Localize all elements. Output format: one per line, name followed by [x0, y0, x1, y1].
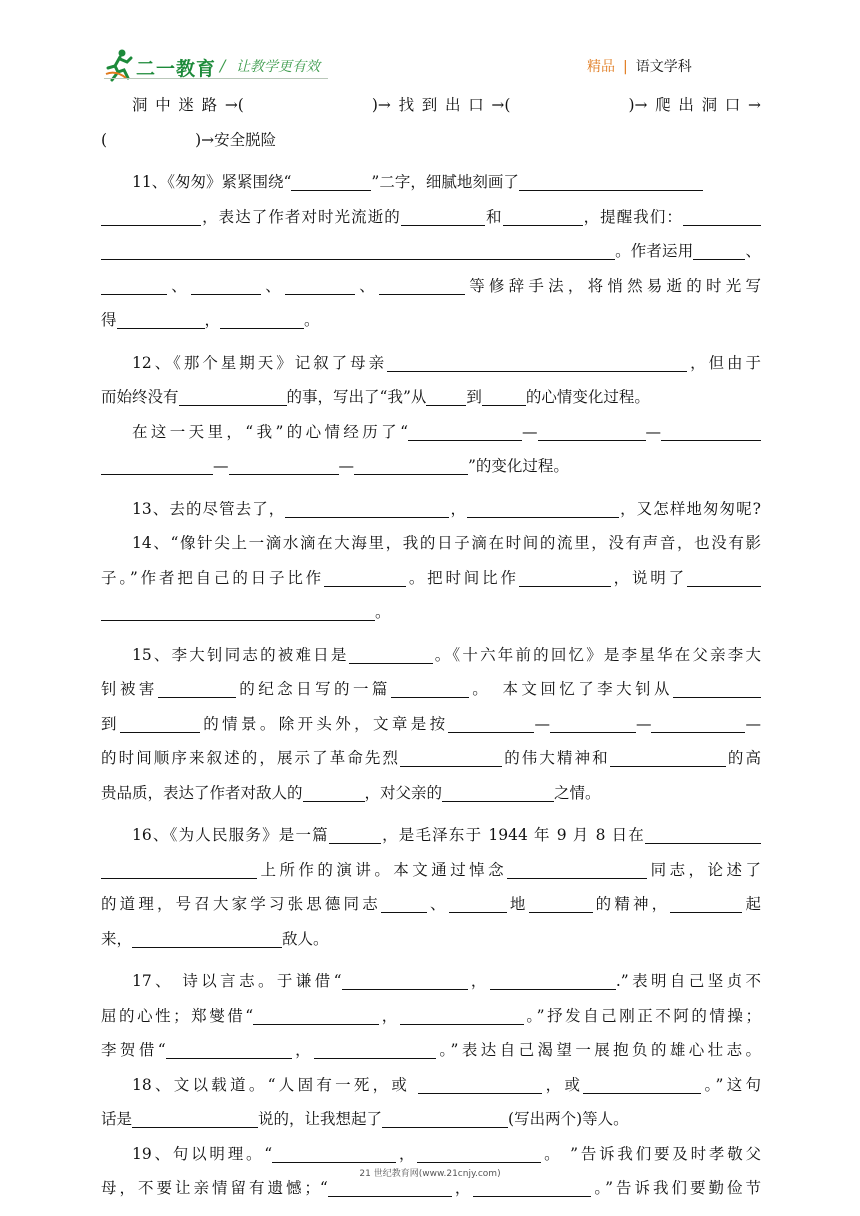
blank[interactable] — [391, 677, 469, 698]
blank[interactable] — [645, 823, 761, 844]
text-line: 。 — [101, 595, 761, 630]
text-line: ( )→安全脱险 — [101, 130, 277, 149]
page-header — [0, 0, 860, 86]
blank[interactable] — [426, 385, 466, 406]
blank[interactable] — [401, 205, 485, 226]
blank[interactable] — [101, 274, 167, 295]
logo-name: 二一教育 — [136, 58, 217, 80]
blank[interactable] — [244, 94, 372, 114]
blank[interactable] — [349, 643, 433, 664]
blank[interactable] — [191, 274, 261, 295]
blank[interactable] — [418, 1073, 542, 1094]
blank[interactable] — [490, 969, 616, 990]
text-line: 15、李大钊同志的被难日是 。《十六年前的回忆》是李星华在父亲李大 — [101, 638, 761, 673]
blank[interactable] — [519, 566, 611, 587]
blank[interactable] — [381, 892, 427, 913]
text-line: 子。”作者把自己的日子比作 。把时间比作 ，说明了 — [101, 561, 761, 596]
header-rule — [104, 78, 328, 79]
page-footer: 21 世纪教育网(www.21cnjy.com) — [359, 1169, 501, 1179]
blank[interactable] — [519, 170, 703, 191]
blank[interactable] — [507, 858, 647, 879]
blank[interactable] — [538, 420, 646, 441]
blank[interactable] — [408, 420, 522, 441]
blank[interactable] — [550, 712, 636, 733]
blank[interactable] — [610, 746, 726, 767]
text-line: 上所作的演讲。本文通过悼念 同志，论述了 — [101, 853, 761, 888]
text-line: 14、“像针尖上一滴水滴在大海里，我的日子滴在时间的流里，没有声音，也没有影 — [132, 534, 761, 552]
logo-separator: / — [220, 56, 226, 75]
blank[interactable] — [417, 1142, 541, 1163]
text-line: 19、句以明理。“ ， 。 ”告诉我们要及时孝敬父 — [101, 1137, 761, 1172]
blank[interactable] — [673, 677, 761, 698]
text-line: 的道理，号召大家学习张思德同志 、 地 的精神， 起 — [101, 887, 761, 922]
blank[interactable] — [272, 1142, 396, 1163]
blank[interactable] — [101, 239, 615, 260]
blank[interactable] — [101, 858, 257, 879]
text-line: 17、 诗以言志。于谦借“ ， .”表明自己坚贞不 — [101, 964, 761, 999]
text-line: 屈的心性；郑燮借“ ， 。”抒发自己刚正不阿的情操； — [101, 999, 761, 1034]
header-tags — [587, 56, 692, 76]
blank[interactable] — [101, 600, 375, 621]
text-line: 话是 说的，让我想起了 (写出两个)等人。 — [101, 1102, 761, 1137]
text-line: 李贺借“ ， 。”表达自己渴望一展抱负的雄心壮志。 — [101, 1033, 761, 1068]
blank[interactable] — [107, 129, 195, 149]
text-line: 13、去的尽管去了， ， ，又怎样地匆匆呢? — [101, 492, 761, 527]
text-line: 18、文以载道。“人固有一死，或 ，或 。”这句 — [101, 1068, 761, 1103]
blank[interactable] — [687, 566, 761, 587]
blank[interactable] — [379, 274, 465, 295]
blank[interactable] — [253, 1004, 379, 1025]
subject-tag: 语文学科 — [635, 59, 692, 75]
blank[interactable] — [529, 892, 593, 913]
text-line: 来， 敌人。 — [101, 922, 761, 957]
blank[interactable] — [291, 170, 371, 191]
blank[interactable] — [101, 205, 201, 226]
blank[interactable] — [503, 205, 583, 226]
blank[interactable] — [382, 1107, 508, 1128]
blank[interactable] — [342, 969, 468, 990]
blank[interactable] — [303, 781, 365, 802]
blank[interactable] — [166, 1038, 292, 1059]
blank[interactable] — [473, 1176, 591, 1197]
blank[interactable] — [285, 497, 449, 518]
blank[interactable] — [285, 274, 355, 295]
blank[interactable] — [324, 566, 406, 587]
blank[interactable] — [467, 497, 619, 518]
running-man-logo-icon — [104, 48, 134, 82]
text-line: 得 ， 。 — [101, 303, 761, 338]
blank[interactable] — [117, 308, 205, 329]
blank[interactable] — [693, 239, 745, 260]
text-line: — — ”的变化过程。 — [101, 449, 761, 484]
logo-slogan: 让教学更有效 — [236, 59, 320, 75]
text-line: 、 、 、 等修辞手法，将悄然易逝的时光写 — [101, 269, 761, 304]
blank[interactable] — [670, 892, 742, 913]
blank[interactable] — [400, 746, 502, 767]
blank[interactable] — [482, 385, 526, 406]
blank[interactable] — [328, 1176, 452, 1197]
blank[interactable] — [583, 1073, 701, 1094]
text-line: 到 的情景。除开头外，文章是按 — — — — [101, 707, 761, 742]
text-line: 在这一天里，“我”的心情经历了“ — — — [101, 415, 761, 450]
blank[interactable] — [101, 454, 213, 475]
blank[interactable] — [683, 205, 761, 226]
text-line: 的时间顺序来叙述的，展示了革命先烈 的伟大精神和 的高 — [101, 741, 761, 776]
text-line: 12、《那个星期天》记叙了母亲 ，但由于 — [101, 346, 761, 381]
blank[interactable] — [158, 677, 236, 698]
blank[interactable] — [387, 351, 687, 372]
text-line: 贵品质，表达了作者对敌人的 ，对父亲的 之情。 — [101, 776, 761, 811]
blank[interactable] — [442, 781, 554, 802]
blank[interactable] — [314, 1038, 436, 1059]
blank[interactable] — [179, 385, 287, 406]
text-line: ，表达了作者对时光流逝的 和 ，提醒我们： — [101, 200, 761, 235]
blank[interactable] — [510, 94, 628, 114]
text-line: 。作者运用 、 — [101, 234, 761, 269]
blank[interactable] — [449, 892, 507, 913]
tag-separator: | — [623, 59, 628, 75]
text-line: 洞中迷路→( )→找到出口→( )→爬出洞口→ — [132, 96, 761, 114]
blank[interactable] — [354, 454, 468, 475]
blank[interactable] — [120, 712, 200, 733]
blank[interactable] — [132, 1107, 258, 1128]
blank[interactable] — [651, 712, 745, 733]
blank[interactable] — [661, 420, 761, 441]
text-line: 11、《匆匆》紧紧围绕“ ”二字，细腻地刻画了 — [101, 165, 761, 200]
text-line: 母，不要让亲情留有遗憾；“ ， 。”告诉我们要勤俭节 — [101, 1171, 761, 1206]
text-line: 钊被害 的纪念日写的一篇 。 本文回忆了李大钊从 — [101, 672, 761, 707]
text-line: 16、《为人民服务》是一篇 ，是毛泽东于 1944 年 9 月 8 日在 — [101, 818, 761, 853]
blank[interactable] — [448, 712, 534, 733]
worksheet-body — [101, 88, 761, 1206]
blank[interactable] — [329, 823, 381, 844]
blank[interactable] — [400, 1004, 524, 1025]
quality-tag: 精品 — [587, 59, 615, 75]
blank[interactable] — [220, 308, 304, 329]
blank[interactable] — [132, 927, 282, 948]
blank[interactable] — [229, 454, 339, 475]
text-line: 而始终没有 的事，写出了“我”从 到 的心情变化过程。 — [101, 380, 761, 415]
